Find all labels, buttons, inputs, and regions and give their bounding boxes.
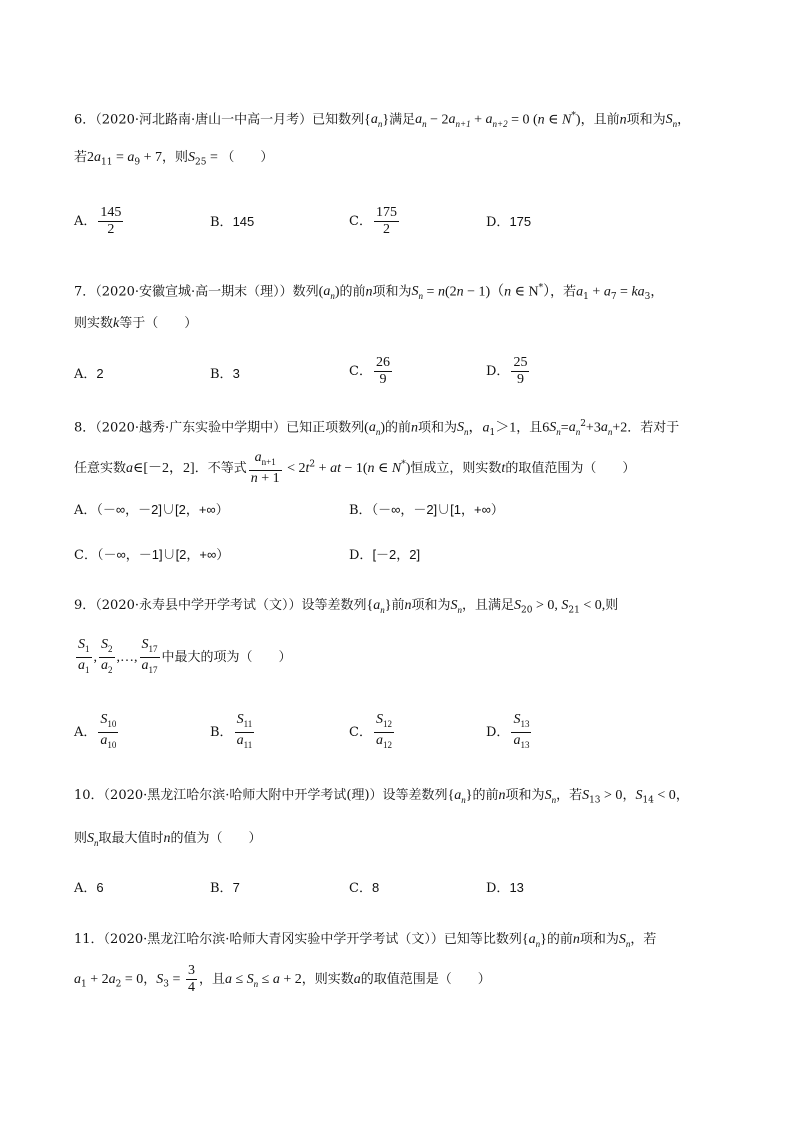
q9-option-c[interactable]: C． $\frac{S_{12}}{a_{12}}$: [349, 712, 392, 750]
q7-option-c[interactable]: C． $\frac{26}{9}$: [349, 355, 390, 387]
q6-line1: 6．（2020·河北路南·唐山一中高一月考）已知数列$\{a_n\}$满足$a_n - 2a_{n+1} + a_{n+2} = 0$ (n ∈ N*)，且前n项和为$S_n$，: [74, 111, 691, 130]
q6-option-b[interactable]: B．145: [210, 214, 255, 230]
q6-option-c[interactable]: C． $\frac{175}{2}$: [349, 205, 397, 237]
q11-line1: 11．（2020·黑龙江哈尔滨·哈师大青冈实验中学开学考试（文））已知等比数列$\{a_n\}$的前n项和为$S_n$，若: [74, 932, 657, 949]
q6-option-d[interactable]: D．175: [486, 214, 532, 230]
q10-option-b[interactable]: B．7: [210, 880, 240, 896]
q11-line2: $a_1 + 2a_2 = 0$，$S_3$ = $\frac{3}{4}$ ，且$a \le S_n \le a + 2$，则实数a的取值范围是（ ）: [74, 963, 491, 995]
q10-option-d[interactable]: D．13: [486, 880, 524, 896]
q8-option-b[interactable]: B．（－∞，－2]∪[1，+∞）: [349, 502, 504, 518]
q7-option-d[interactable]: D． $\frac{25}{9}$: [486, 355, 528, 387]
q9-line1: 9．（2020·永寿县中学开学考试（文））设等差数列$\{a_n\}$前n项和为$S_n$，且满足$S_{20} > 0$, $S_{21} < 0$,则: [74, 598, 619, 616]
q8-option-a[interactable]: A．（－∞，－2]∪[2，+∞）: [74, 502, 229, 518]
q6-option-a[interactable]: A． $\frac{145}{2}$: [74, 205, 122, 237]
q8-option-d[interactable]: D．[－2，2]: [349, 547, 421, 563]
q9-option-d[interactable]: D． $\frac{S_{13}}{a_{13}}$: [486, 712, 530, 750]
q8-option-c[interactable]: C．（－∞，－1]∪[2，+∞）: [74, 547, 230, 563]
q7-option-b[interactable]: B．3: [210, 366, 240, 382]
q10-line1: 10．（2020·黑龙江哈尔滨·哈师大附中开学考试(理)）设等差数列$\{a_n\}$的前n项和为$S_n$，若$S_{13} > 0$，$S_{14} < 0$，: [74, 788, 689, 806]
q7-line2: 则实数k等于（ ）: [74, 316, 198, 331]
q6-line2: 若$2a_{11} = a_9 + 7$，则$S_{25}$ = （ ）: [74, 150, 274, 168]
q9-line2: $\frac{S_1}{a_1}$ , $\frac{S_2}{a_2}$ ,…, $\frac{S_{17}}{a_{17}}$ 中最大的项为（ ）: [78, 637, 292, 675]
q10-line2: 则$S_n$取最大值时n的值为（ ）: [74, 831, 262, 848]
q8-line2: 任意实数a∈[－2，2]．不等式 $\frac{a_{n+1}}{n + 1}$ < $2t^2$ + at − 1(n ∈ N*)恒成立，则实数t的取值范围为（ ）: [74, 450, 636, 486]
q9-option-a[interactable]: A． $\frac{S_{10}}{a_{10}}$: [74, 712, 117, 750]
q10-option-a[interactable]: A．6: [74, 880, 104, 896]
q8-line1: 8．（2020·越秀·广东实验中学期中）已知正项数列$(a_n)$的前n项和为$S_n$，$a_1>1$，且$6S_n=a_n^2+3a_n+2$．若对于: [74, 419, 680, 438]
q7-option-a[interactable]: A．2: [74, 366, 104, 382]
q7-line1: 7．（2020·安徽宣城·高一期末（理））数列$(a_n)$的前n项和为$S_n = n(2n - 1)(n$ ∈ N*），若$a_1 + a_7 = ka_3$，: [74, 283, 664, 302]
q10-option-c[interactable]: C．8: [349, 880, 380, 896]
q9-option-b[interactable]: B． $\frac{S_{11}}{a_{11}}$: [210, 712, 253, 750]
